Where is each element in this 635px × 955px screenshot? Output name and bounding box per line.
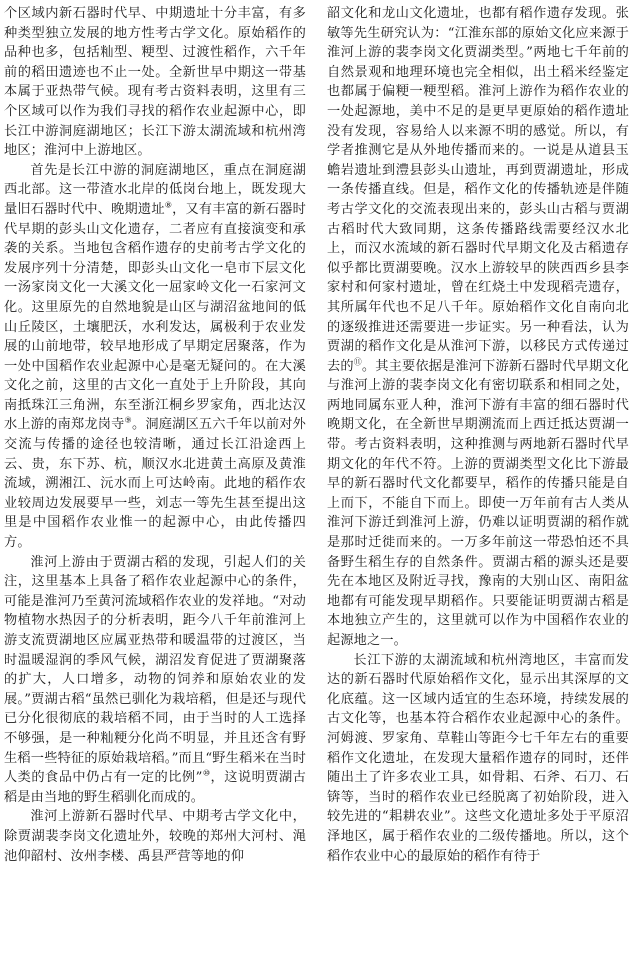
paragraph-taihu: 长江下游的太湖流域和杭州湾地区，丰富而发达的新石器时代原始稻作文化，显示出其深厚的文化底蕴。这一区域内适宜的生态环境，持续发展的古文化等，也基本符合稻作农业起源中心的条件。河姆渡、罗家角、草鞋山等距今七千年左右的重要稻作文化遗址，在发现大量稻作遗存的同时，还伴随出土了许多农业工具，如骨耜、石斧、石刀、石锛等，当时的稻作农业已经脱离了初始阶段，进入较先进的“耜耕农业”。这些文化遗址多处于平原沼泽地区，属于稻作农业的二级传播地。所以，这个稻作农业中心的最原始的稻作有待于 bbox=[327, 652, 629, 864]
text-span: 首先是长江中游的洞庭湖地区，重点在洞庭湖西北部。这一带渣水北岸的低岗台地上，既发现大量旧石器时代中、晚期遗址 bbox=[4, 162, 306, 217]
text-span: ，这说明贾湖古稻是由当地的野生稻驯化而成的。 bbox=[4, 770, 306, 805]
left-column bbox=[4, 4, 306, 866]
paragraph: 个区域内新石器时代早、中期遗址十分丰富，有多种类型独立发展的地方性考古学文化。原始稻作的品种也多，包括籼型、粳型、过渡性稻作，六千年前的稻田遗迹也不止一处。全新世早中期这一带基本属于亚热带气候。现有考古资料表明，这里有三个区域可以作为我们寻找的稻作农业起源中心，即长江中游洞庭湖地区；长江下游太湖流域和杭州湾地区；淮河中上游地区。 bbox=[4, 6, 306, 159]
text-span: 淮河上游由于贾湖古稻的发现，引起人们的关注，这里基本上具备了稻作农业起源中心的条件，可能是淮河乃至黄河流域稻作农业的发祥地。“对动物植物水热因子的分析表明，距今八千年前淮河上游支流贾湖地区应属亚热带和暖温带的过渡区，当时温暖湿润的季风气候，湖沼发育促进了贾湖聚落的扩大，人口增多，动物的饲养和原始农业的发展。”贾湖古稻“虽然已驯化为栽培稻，但是还与现代已分化很彻底的栽培稻不同，由于当时的人工选择不够强，是一种籼粳分化尚不明显，并且还含有野生稻一些特征的原始栽培稻。”而且“野生稻米在当时人类的食品中仍占有一定的比例” bbox=[4, 554, 306, 786]
paragraph: 淮河上游新石器时代早、中期考古学文化中，除贾湖裴李岗文化遗址外，较晚的郑州大河村、渑池仰韶村、汝州李楼、禹县严营等地的仰 bbox=[4, 809, 306, 864]
footnote-ref[interactable]: ⑧ bbox=[164, 200, 173, 210]
text-span: 韶文化和龙山文化遗址，也都有稻作遗存发现。张敏等先生研究认为：“江淮东部的原始文化应来源于淮河上游的裴李岗文化贾湖类型。”两地七千年前的自然景观和地理环境也完全相似，出土稻米经鉴定也都属于偏粳一粳型稻。淮河上游作为稻作农业的一处起源地，美中不足的是更早更原始的稻作遗址没有发现，容易给人以来源不明的感觉。所以，有学者推测它是从外地传播而来的。一说是从道县玉蟾岩遗址到澧县彭头山遗址，再到贾湖遗址，形成一条传播直线。但是，稻作文化的传播轨迹是伴随考古学文化的交流表现出来的，彭头山古稻与贾湖古稻时代大致同期，这条传播路线需要经汉水北上，而汉水流域的新石器时代早期文化及古稻遗存似乎都比贾湖要晚。汉水上游较早的陕西西乡县李家村和何家村遗址，曾在红烧土中发现稻壳遗存，其所属年代也不足八千年。原始稻作文化自南向北的逐级推进还需要进一步证实。另一种看法，认为贾湖的稻作文化是从淮河下游，以移民方式传递过去的 bbox=[327, 6, 629, 374]
footnote-ref[interactable]: ⑪ bbox=[353, 357, 362, 367]
text-span: 。洞庭湖区五六千年以前对外交流与传播的途径也较清晰，通过长江沿途西上云、贵，东下苏、杭，顺汉水北进黄土高原及黄淮流域，溯湘江、沅水而上可达岭南。此地的稻作农业较周边发展要早一些，刘志一等先生甚至提出这里是中国稻作农业惟一的起源中心，由此传播四方。 bbox=[4, 417, 306, 551]
footnote-ref[interactable]: ⑨ bbox=[124, 416, 132, 426]
text-span: ，又有丰富的新石器时代早期的彭头山文化遗存，二者应有直接演变和承袭的关系。当地包含稻作遗存的史前考古学文化的发展序列十分清楚，即彭头山文化一皂市下层文化一汤家岗文化一大溪文化一屈家岭文化一石家河文化。这里原先的自然地貌是山区与湖沼盆地间的低山丘陵区，土壤肥沃，水利发达，属极利于农业发展的山前地带，较早地形成了早期定居聚落，作为一处中国稻作农业起源中心是毫无疑问的。在大溪文化之前，这里的古文化一直处于上升阶段，其向南抵珠江三角洲，东至浙江桐乡罗家角，西北达汉水上游的南郑龙岗寺 bbox=[4, 201, 307, 433]
footnote-ref[interactable]: ⑩ bbox=[202, 768, 211, 778]
paragraph-dongting bbox=[4, 161, 306, 553]
paragraph-jiahu bbox=[4, 553, 306, 808]
text-span: 。其主要依据是淮河下游新石器时代早期文化与淮河上游的裴李岗文化有密切联系和相同之处，两地同属东亚人种，淮河下游有丰富的细石器时代晚期文化，在全新世早期溯流而上西迁抵达贾湖一带。考古资料表明，这种推测与两地新石器时代早期文化的年代不符。上游的贾湖类型文化比下游最早的新石器时代文化都要早，稻作的传播只能是自上而下，不能自下而上。即使一万年前有古人类从淮河下游迁到淮河上游，仍难以证明贾湖的稻作就是那时迁徙而来的。一万多年前这一带恐怕还不具备野生稻生存的自然条件。贾湖古稻的源头还是要先在本地区及附近寻找，豫南的大别山区、南阳盆地都有可能发现早期稻作。只要能证明贾湖古稻是本地独立产生的，这里就可以作为中国稻作农业的起源地之一。 bbox=[327, 358, 629, 648]
paragraph-huaihe bbox=[327, 4, 629, 651]
right-column bbox=[327, 4, 629, 866]
